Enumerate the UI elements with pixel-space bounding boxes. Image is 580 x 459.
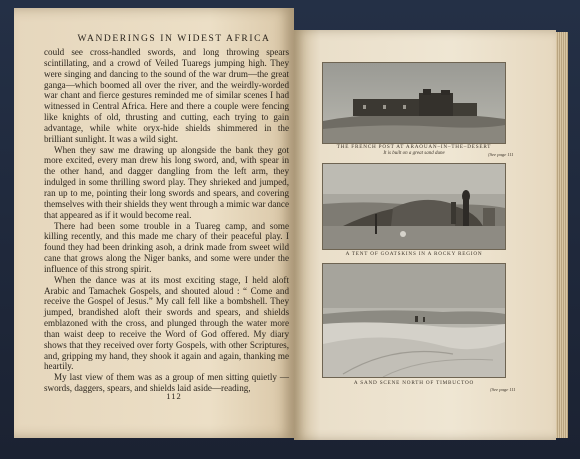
paragraph: could see cross-handled swords, and long throwing spears scintillating, and a crowd of Veiled Tuaregs jumping high. They were singing and dancing to the sound of the war drum—the great ganga—which boomed all over the river, and the weirdly-worded war chant and fierce gestures reminded me of similar scenes I had witnessed in Central Africa. Here and there a couple were fencing like knights of old, thrusting and cutting, each trying to gain advantage, while white oryx-hide shields shimmered in the brilliant sunlight. It was a wild sight. (44, 47, 289, 144)
facing-page-note: [See page 111 (488, 152, 514, 157)
page-number: 112 (166, 391, 182, 401)
caption-french-post: THE FRENCH POST AT ARAOUAN–IN–THE–DESERT (336, 144, 492, 150)
paragraph: When the dance was at its most exciting stage, I held aloft Arabic and Tamachek Gospels, and shouted aloud : “ Come and receive the Gospel of Jesus.” My call fell like a bombshell. They jumped, brandished aloft their swords and spears, and shields emblazoned with the cross, and plunged through the water more than waist deep to receive the Word of God offered. My diary shows that they received over forty Gospels, with other Scriptures, and, gripping my hand, they shook it again and again, thanking me heartily. (44, 274, 289, 372)
photo-goatskin-tent (322, 163, 506, 250)
photo-sand-scene (322, 263, 506, 378)
paragraph: When they saw me drawing up alongside the bank they got more excited, every man drew his long sword, and, with spear in the other hand, and dagger dangling from the left arm, they indulged in some thrilling sword play. They shrieked and jumped, ran up to me, pointing their long swords and spears, and covering themselves with their shields they went through a mimic war dance that appeared as if it would become real. (44, 144, 289, 220)
caption-sand-scene: A SAND SCENE NORTH OF TIMBUCTOO (353, 380, 475, 386)
photo-french-post-image (323, 63, 505, 143)
page-edges (556, 32, 568, 438)
left-page (14, 8, 294, 438)
caption-goatskin-tent: A TENT OF GOATSKINS IN A ROCKY REGION (345, 251, 483, 257)
subcaption-french-post: It is built on a great sand dune (383, 151, 445, 156)
photo-french-post (322, 62, 506, 144)
paragraph: My last view of them was as a group of men sitting quietly —swords, daggers, spears, and shields laid aside—reading, (44, 372, 289, 394)
body-text (44, 47, 289, 394)
photo-goatskin-tent-image (323, 164, 505, 249)
running-head: WANDERINGS IN WIDEST AFRICA (77, 34, 271, 44)
paragraph: There had been some trouble in a Tuareg camp, and some killing recently, and this made me chary of their peaceful play. I found they had been drinking asoh, a drink made from sweet wild cane that grows along the Niger banks, and some were under the influence of this strong spirit. (44, 220, 289, 274)
right-page (294, 30, 556, 440)
photo-sand-scene-image (323, 264, 505, 377)
facing-page-note: [See page 111 (490, 387, 516, 392)
